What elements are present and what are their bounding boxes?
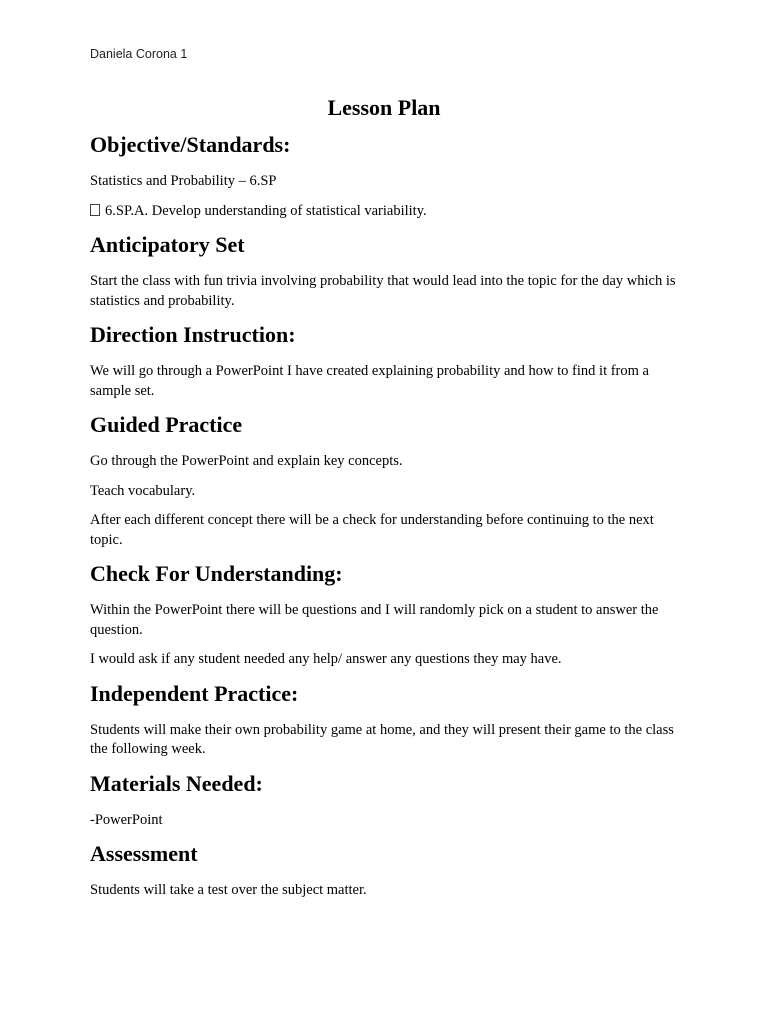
section-paragraph: Students will take a test over the subject matter.	[90, 882, 367, 898]
page-header: Daniela Corona 1	[90, 47, 188, 61]
section-heading: Anticipatory Set	[90, 232, 245, 257]
section-heading: Guided Practice	[90, 412, 243, 437]
section-check-for-understanding	[90, 560, 690, 670]
bullet-paragraph	[90, 202, 690, 222]
section-paragraph: Students will make their own probability game at home, and they will present their game to the class the following week.	[90, 721, 674, 757]
document-title: Lesson Plan	[327, 95, 441, 120]
section-independent-practice	[90, 680, 690, 760]
section-paragraph: Within the PowerPoint there will be questions and I will randomly pick on a student to answer the question.	[90, 602, 659, 638]
bullet-text: 6.SP.A. Develop understanding of statistical variability.	[105, 202, 427, 219]
section-heading: Assessment	[90, 841, 198, 866]
section-anticipatory-set	[90, 231, 690, 311]
section-paragraph: After each different concept there will be a check for understanding before continuing to the next topic.	[90, 512, 654, 548]
section-paragraph: Go through the PowerPoint and explain key concepts.	[90, 453, 403, 469]
section-paragraph: We will go through a PowerPoint I have created explaining probability and how to find it from a sample set.	[90, 363, 649, 399]
section-materials-needed	[90, 770, 690, 831]
section-direction-instruction	[90, 321, 690, 401]
section-assessment	[90, 840, 690, 901]
section-heading: Objective/Standards:	[90, 132, 291, 157]
section-paragraph: Teach vocabulary.	[90, 482, 196, 499]
section-heading: Independent Practice:	[90, 680, 299, 706]
section-heading: Materials Needed:	[90, 770, 263, 796]
section-paragraph: Start the class with fun trivia involving probability that would lead into the topic for the day which is statistics and probability.	[90, 273, 676, 309]
section-paragraph: -PowerPoint	[90, 811, 163, 828]
section-heading: Check For Understanding:	[90, 561, 343, 586]
section-objective-standards	[90, 131, 690, 221]
section-paragraph: I would ask if any student needed any help/ answer any questions they may have.	[90, 651, 562, 667]
section-heading: Direction Instruction:	[90, 322, 296, 347]
section-paragraph: Statistics and Probability – 6.SP	[90, 173, 277, 189]
section-guided-practice	[90, 411, 690, 550]
document-body	[90, 131, 690, 911]
missing-glyph-icon	[90, 204, 100, 216]
